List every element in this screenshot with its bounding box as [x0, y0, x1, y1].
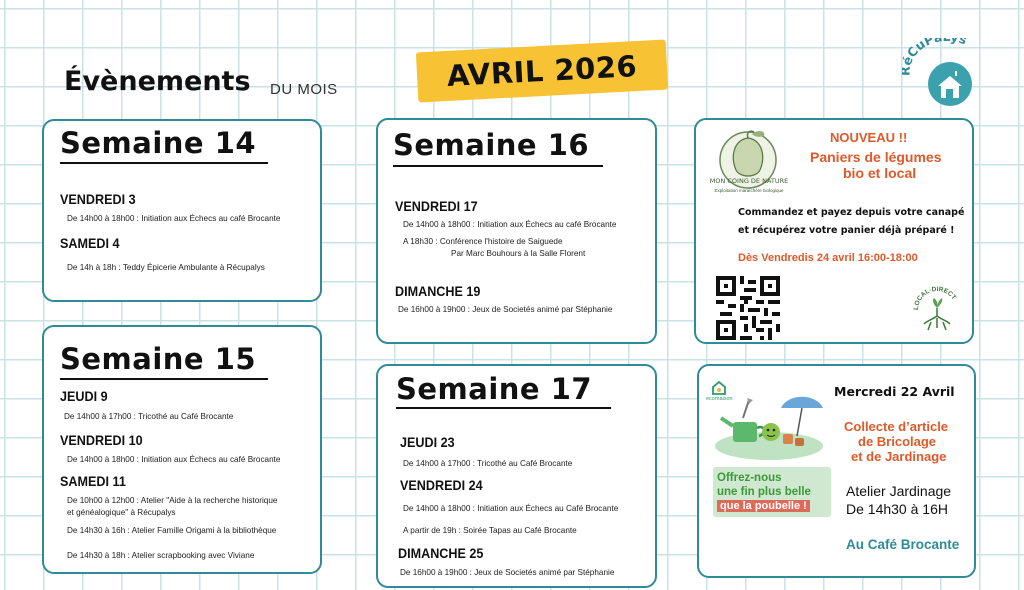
- event-item: De 14h30 à 16h : Atelier Famille Origami à la bibliothèque: [67, 526, 277, 535]
- workshop-time: De 14h30 à 16H: [846, 501, 948, 517]
- garden-headline: Collecte d’article: [844, 419, 949, 434]
- local-direct-logo: [910, 284, 964, 336]
- day-jeudi-9: JEUDI 9: [60, 388, 108, 404]
- day-vendredi-10: VENDREDI 10: [60, 432, 143, 448]
- day-vendredi-17: VENDREDI 17: [395, 198, 478, 214]
- event-item: De 14h00 à 18h00 : Initiation aux Échecs au café Brocante: [67, 455, 281, 464]
- workshop-location: Au Café Brocante: [846, 537, 960, 552]
- week-14-title: Semaine 14: [60, 126, 257, 160]
- workshop-title: Atelier Jardinage: [846, 483, 952, 499]
- vegetable-headline: Paniers de légumes: [810, 149, 942, 165]
- day-samedi-4: SAMEDI 4: [60, 235, 120, 251]
- garden-headline: et de Jardinage: [851, 449, 947, 464]
- month-badge: [416, 39, 668, 102]
- event-item: De 10h00 à 12h00 : Atelier "Aide à la recherche historique: [67, 496, 278, 505]
- vegetable-headline: bio et local: [843, 165, 917, 181]
- garden-date: Mercredi 22 Avril: [834, 384, 955, 399]
- day-jeudi-23: JEUDI 23: [400, 434, 455, 450]
- event-item: A partir de 19h : Soirée Tapas au Café Brocante: [403, 526, 577, 535]
- event-item: De 16h00 à 19h00 : Jeux de Societés animé par Stéphanie: [398, 305, 613, 314]
- coing-nature-logo-text: MON COING DE NATURE: [709, 177, 789, 185]
- week-17-underline: [396, 407, 611, 409]
- slogan-line: une fin plus belle: [717, 486, 811, 498]
- garden-tools-illustration: [711, 388, 831, 462]
- event-item: Par Marc Bouhours à la Salle Florent: [451, 249, 586, 258]
- garden-headline: de Bricolage: [858, 434, 937, 449]
- week-17-title: Semaine 17: [396, 372, 593, 406]
- event-item: De 14h00 à 18h00 : Initiation aux Échecs au Café Brocante: [403, 504, 619, 513]
- week-16-title: Semaine 16: [393, 128, 590, 162]
- vegetable-body: Commandez et payez depuis votre canapé: [738, 207, 965, 218]
- vegetable-body: et récupérez votre panier déjà préparé !: [738, 225, 955, 236]
- week-14-underline: [60, 162, 268, 164]
- day-dimanche-19: DIMANCHE 19: [395, 283, 481, 299]
- event-item: De 14h00 à 18h00 : Initiation aux Échecs au café Brocante: [67, 214, 281, 223]
- ecomaison-logo-text: ecomaison: [706, 396, 733, 402]
- local-direct-logo-text: LOCAL·DIRECT: [912, 285, 958, 311]
- slogan-line: que la poubelle !: [717, 500, 810, 512]
- event-item: De 16h00 à 19h00 : Jeux de Societés animé par Stéphanie: [400, 568, 615, 577]
- week-15-title: Semaine 15: [60, 342, 257, 376]
- day-vendredi-24: VENDREDI 24: [400, 477, 483, 493]
- vegetable-date: Dès Vendredis 24 avril 16:00-18:00: [738, 252, 918, 264]
- qr-code[interactable]: [716, 276, 780, 340]
- page-subtitle: DU MOIS: [270, 81, 338, 98]
- day-vendredi-3: VENDREDI 3: [60, 191, 136, 207]
- logo-text: CuP s: [903, 38, 969, 61]
- slogan-line: Offrez-nous: [717, 472, 782, 484]
- recupalys-logo: [902, 38, 992, 108]
- month-badge-text: AVRIL 2026: [446, 49, 638, 93]
- event-item: De 14h30 à 18h : Atelier scrapbooking avec Viviane: [67, 551, 255, 560]
- week-16-underline: [393, 165, 603, 167]
- event-item: De 14h à 18h : Teddy Épicerie Ambulante à Récupalys: [67, 263, 265, 272]
- event-item: De 14h00 à 17h00 : Tricothé au Café Brocante: [64, 412, 234, 421]
- week-15-underline: [60, 378, 268, 380]
- svg-text:LOCAL·DIRECT: [913, 286, 957, 310]
- event-item: De 14h00 à 18h00 : Initiation aux Échecs au café Brocante: [403, 220, 617, 229]
- event-item: et généalogique" à Récupalys: [67, 508, 176, 517]
- coing-nature-logo-subtext: Exploitation maraîchère biologique: [714, 188, 784, 193]
- day-samedi-11: SAMEDI 11: [60, 473, 126, 489]
- event-item: De 14h00 à 17h00 : Tricothé au Café Brocante: [403, 459, 573, 468]
- new-badge: NOUVEAU !!: [830, 130, 908, 145]
- day-dimanche-25: DIMANCHE 25: [398, 545, 484, 561]
- event-item: A 18h30 : Conférence l'histoire de Saiguede: [403, 237, 563, 246]
- page-title: Évènements: [64, 66, 251, 97]
